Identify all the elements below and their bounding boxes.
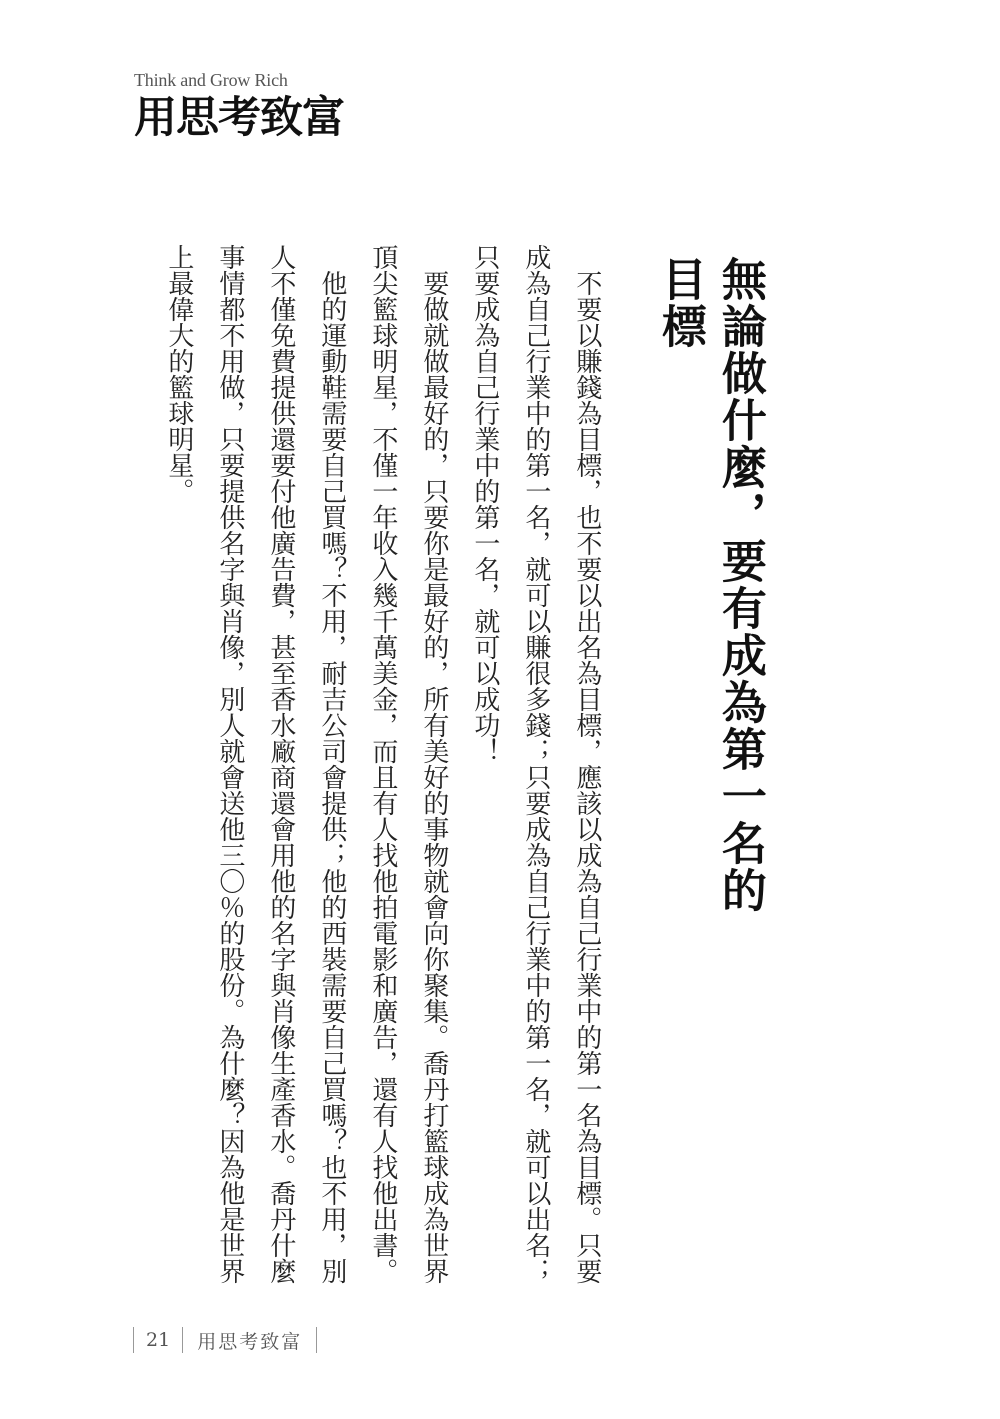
body-paragraph-3: 他的運動鞋需要自己買嗎？不用，耐吉公司會提供；他的西裝需要自己買嗎？也不用，別人不僅免費提供還要付他廣告費，甚至香水廠商還會用他的名字與肖像生產香水。喬丹什麼事情都不用做，只要提供名字與肖像，別人就會送他三〇％的股份。為什麼？因為他是世界上最偉大的籃球明星。	[163, 244, 347, 1284]
running-head-chinese-title: 用思考致富	[134, 93, 344, 143]
body-paragraph-2: 要做就做最好的，只要你是最好的，所有美好的事物就會向你聚集。喬丹打籃球成為世界頂尖籃球明星，不僅一年收入幾千萬美金，而且有人找他拍電影和廣告，還有人找他出書。	[367, 244, 449, 1284]
running-head	[134, 70, 344, 144]
body-text	[153, 244, 612, 1304]
footer-divider-right	[316, 1327, 317, 1353]
page-number: 21	[146, 1329, 171, 1351]
chapter-title: 無論做什麼，要有成為第一名的目標	[653, 256, 767, 914]
running-head-english-title: Think and Grow Rich	[134, 70, 288, 90]
page-content	[100, 244, 800, 1334]
body-paragraph-1: 不要以賺錢為目標，也不要以出名為目標，應該以成為自己行業中的第一名為目標。只要成為自己行業中的第一名，就可以賺很多錢；只要成為自己行業中的第一名，就可以出名；只要成為自己行業中的第一名，就可以成功！	[469, 244, 602, 1284]
footer-book-title: 用思考致富	[197, 1330, 303, 1353]
page-footer	[133, 1325, 317, 1355]
